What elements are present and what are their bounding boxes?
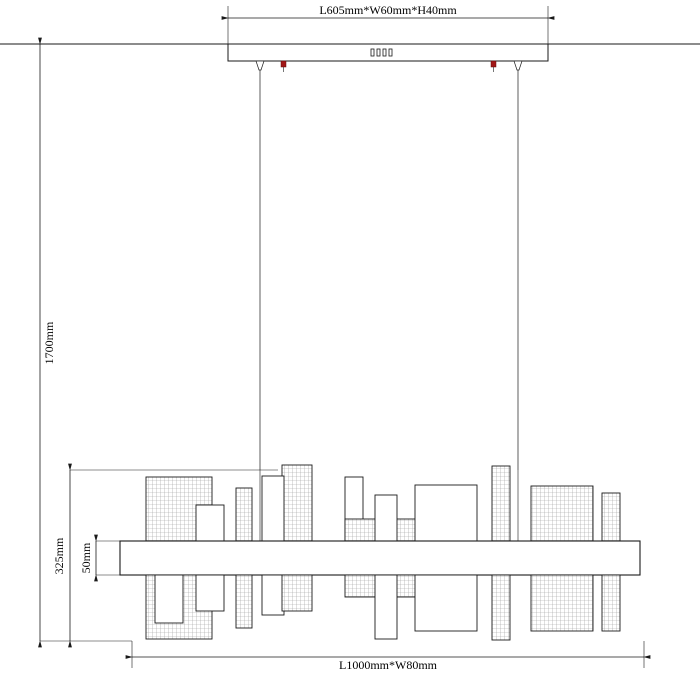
total-drop-label: 1700mm	[42, 321, 56, 365]
crystal-panels-upper	[146, 465, 620, 541]
main-body-bar	[120, 541, 640, 575]
canopy-dimension-label: L605mm*W60mm*H40mm	[319, 3, 457, 17]
body-width-label: L1000mm*W80mm	[339, 658, 437, 672]
bar-height-label: 50mm	[79, 542, 93, 574]
suspension-cables	[256, 61, 522, 470]
crystal-panels-lower	[146, 575, 620, 640]
fixture-height-label: 325mm	[52, 537, 66, 575]
bar-height-dimension	[96, 541, 120, 575]
canopy-plate	[228, 44, 548, 61]
